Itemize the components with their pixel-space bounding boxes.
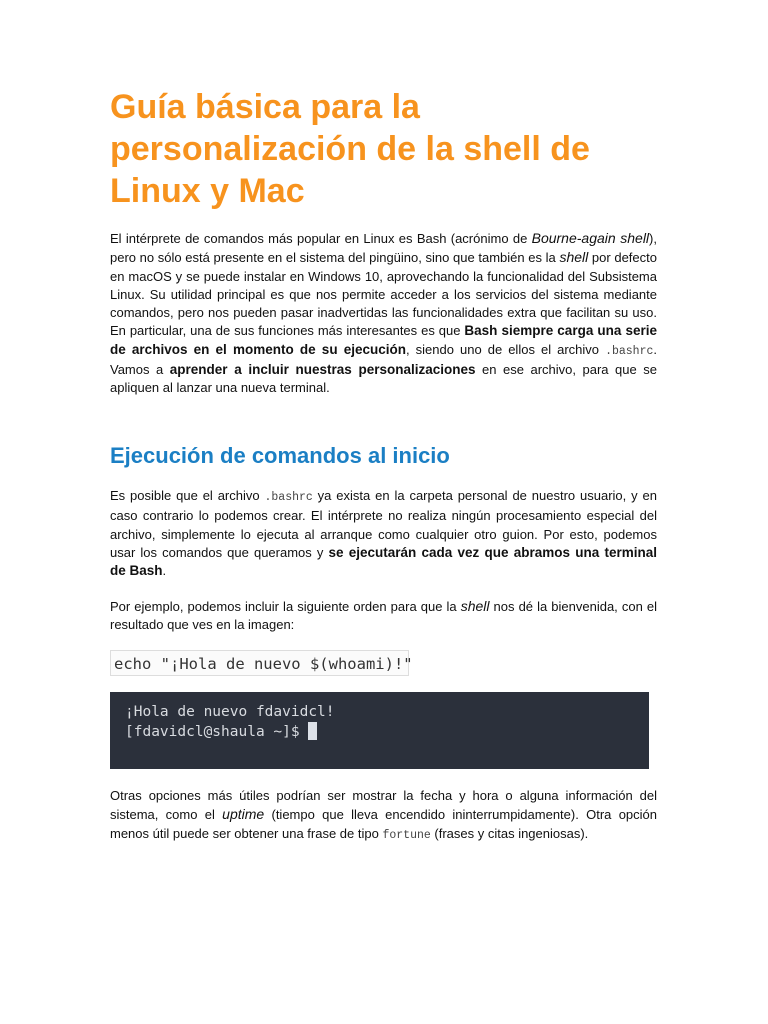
- text: (tiempo que lleva encendido ininterrumpidamente). Otra opción menos útil puede ser obtener una frase de tipo: [110, 807, 657, 841]
- text: Otras opciones más útiles podrían ser mostrar la fecha y hora o alguna información del sistema, como el: [110, 788, 657, 823]
- paragraph-bashrc: [110, 487, 657, 580]
- inline-code: .bashrc: [264, 491, 313, 504]
- text: El intérprete de comandos más popular en Linux es Bash (acrónimo de: [110, 231, 532, 246]
- inline-code: fortune: [382, 828, 431, 842]
- text: ), pero no sólo está presente en el sistema del pingüino, sino que también es la: [110, 231, 657, 266]
- terminal-output: ¡Hola de nuevo fdavidcl!: [125, 704, 335, 720]
- text: en ese archivo, para que se apliquen al lanzar una nueva terminal.: [110, 362, 657, 396]
- terminal-prompt: [fdavidcl@shaula ~]$: [125, 724, 309, 740]
- text: Por ejemplo, podemos incluir la siguiente orden para que la: [110, 599, 461, 614]
- text: .: [162, 563, 167, 579]
- bold-text: se ejecutarán cada vez que abramos una terminal de Bash: [110, 544, 657, 579]
- italic-text: Bourne-again shell: [531, 230, 650, 246]
- italic-text: shell: [460, 598, 490, 614]
- text: , siendo uno de ellos el archivo: [406, 341, 606, 357]
- page-title: Guía básica para la personalización de la shell de Linux y Mac: [110, 88, 590, 210]
- terminal-cursor: [308, 722, 317, 740]
- text: (frases y citas ingeniosas).: [430, 825, 589, 841]
- intro-paragraph: [110, 229, 657, 398]
- terminal-screenshot: [110, 692, 649, 769]
- italic-text: shell: [559, 249, 589, 266]
- text: ya exista en la carpeta personal de nuestro usuario, y en caso contrario lo podemos crear. El intérprete no realiza ningún procesamiento especial del archivo, simplemente lo ejecuta al arranque como cualquier otro guion. Por esto, podemos usar los comandos que queramos y: [110, 488, 657, 560]
- text: por defecto en macOS y se puede instalar en Windows 10, aprovechando la funcionalidad del Subsistema Linux. Su utilidad principal es que nos permite acceder a los servicios del sistema mediante comandos, pero nos pueden pasar inadvertidas las funcionalidades extra que facilitan su uso. En particular, una de sus funciones más interesantes es que: [110, 250, 657, 339]
- paragraph-example: [110, 597, 657, 635]
- text: nos dé la bienvenida, con el resultado que ves en la imagen:: [110, 599, 657, 633]
- text: . Vamos a: [110, 341, 657, 378]
- bold-text: aprender a incluir nuestras personalizaciones: [169, 362, 476, 378]
- paragraph-other-options: [110, 787, 657, 845]
- section-heading: Ejecución de comandos al inicio: [110, 443, 450, 468]
- text: Es posible que el archivo: [110, 488, 265, 503]
- italic-text: uptime: [222, 806, 265, 823]
- code-block: echo "¡Hola de nuevo $(whoami)!": [110, 650, 409, 676]
- bold-text: Bash siempre carga una serie de archivos en el momento de su ejecución: [110, 323, 657, 357]
- inline-code: .bashrc: [605, 344, 654, 358]
